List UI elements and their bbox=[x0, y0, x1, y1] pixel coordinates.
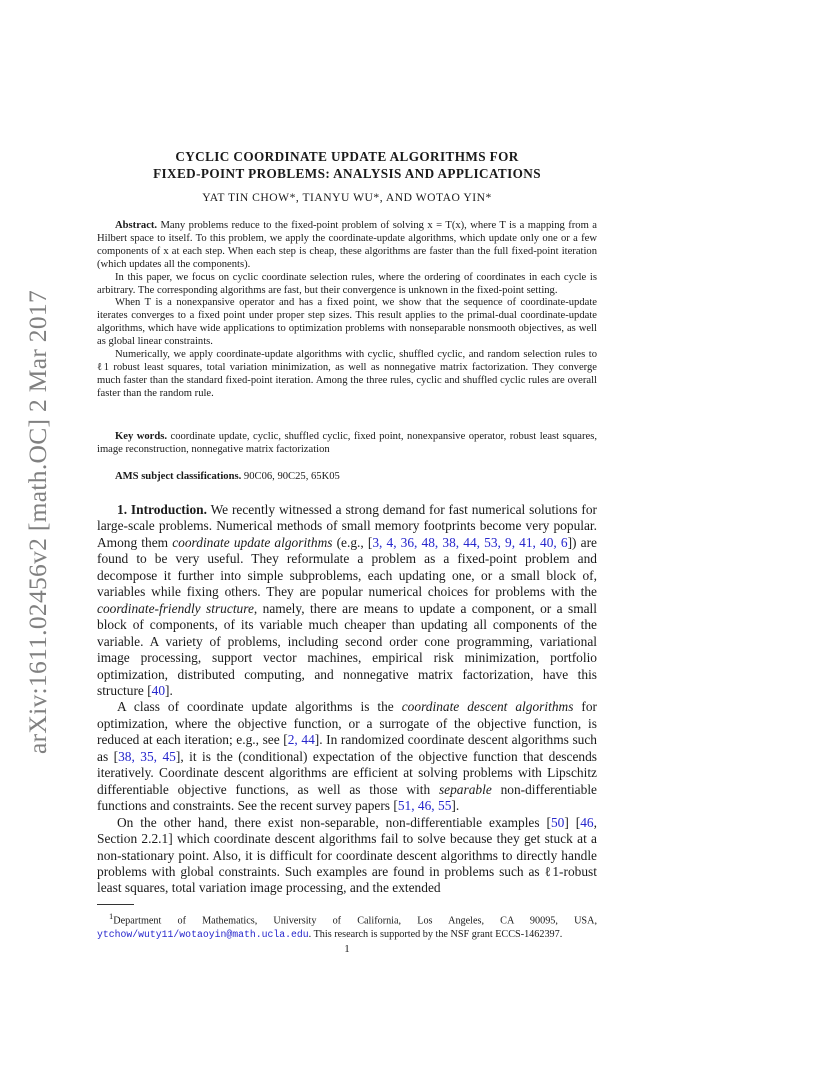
intro-text: We recently witnessed a strong demand for fast numerical solutions for large-scale problems. Numerical methods of small memory footprints become very popular. Among them bbox=[97, 502, 597, 550]
arxiv-sidebar bbox=[18, 268, 58, 776]
citation-link[interactable]: 40 bbox=[151, 682, 166, 698]
intro-text: ]) are found to be very useful. They reformulate a problem as a fixed-point problem and decompose it further into simple subproblems, each updating one, or a small block of, variables while fixing others. They are popular numerical choices for problems with the bbox=[97, 534, 597, 600]
intro-paragraph-2 bbox=[97, 699, 597, 814]
footnote-mark: 1 bbox=[109, 911, 114, 921]
abstract bbox=[97, 220, 597, 401]
footnote-text: Department of Mathematics, University of California, Los Angeles, CA 90095, USA, bbox=[113, 915, 597, 927]
ams-classifications bbox=[115, 471, 340, 482]
intro-text: ]. bbox=[165, 682, 173, 698]
email-link[interactable]: ytchow/wuty11/wotaoyin@math.ucla.edu bbox=[97, 928, 309, 940]
intro-paragraph-1 bbox=[97, 502, 597, 699]
keywords bbox=[97, 430, 597, 456]
citation-link[interactable]: 51, 46, 55 bbox=[397, 798, 452, 814]
intro-text: (e.g., [ bbox=[332, 534, 373, 550]
intro-text: , namely, there are means to update a component, or a small block of components, of its variable much cheaper than updating all components of the variable. A variety of problems, including second order cone programming, variational image processing, support vector machines, empirical risk minimization, portfolio optimization, distributed computing, and nonnegative matrix factorization, have this structure [ bbox=[97, 600, 597, 698]
emphasis-text: coordinate descent algorithms bbox=[401, 699, 574, 715]
emphasis-text: separable bbox=[438, 781, 492, 797]
emphasis-text: coordinate update algorithms bbox=[172, 534, 333, 550]
intro-text: ] [ bbox=[564, 814, 581, 830]
author-list: YAT TIN CHOW*, TIANYU WU*, AND WOTAO YIN* bbox=[202, 191, 492, 204]
intro-text: A class of coordinate update algorithms is the bbox=[117, 699, 402, 715]
page-number: 1 bbox=[344, 943, 350, 955]
citation-link[interactable]: 46 bbox=[580, 814, 594, 830]
abstract-text-1: Many problems reduce to the fixed-point problem of solving x = T(x), where T is a mapping from a Hilbert space to itself. To this problem, we apply the coordinate-update algorithms, which update only one or a few components of x at each step. When each step is cheap, these algorithms are faster than the full fixed-point iteration (which updates all the components). bbox=[97, 220, 597, 270]
footnote-rule bbox=[97, 904, 134, 905]
citation-link[interactable]: 38, 35, 45 bbox=[118, 748, 176, 764]
abstract-paragraph-2: In this paper, we focus on cyclic coordinate selection rules, where the ordering of coordinates in each cycle is arbitrary. The corresponding algorithms are fast, but their convergence is unknown in the fixed-point setting. bbox=[97, 271, 597, 296]
intro-text: ]. In randomized coordinate descent algorithms such as [ bbox=[97, 732, 597, 764]
intro-text: ]. bbox=[451, 798, 460, 814]
intro-text: non-differentiable functions and constraints. See the recent survey papers [ bbox=[97, 781, 597, 814]
paper-title-line-1: CYCLIC COORDINATE UPDATE ALGORITHMS FOR bbox=[175, 149, 519, 164]
ams-codes: 90C06, 90C25, 65K05 bbox=[243, 471, 340, 482]
intro-text: , Section 2.2.1] which coordinate descent algorithms fail to solve because they get stuck at a non-stationary point. Also, it is difficult for coordinate descent algorithms to directly handle problems with global constraints. Such examples are found in problems such as ℓ1-robust least squares, total variation image processing, and the extended bbox=[97, 814, 597, 896]
paper-title-line-2: FIXED-POINT PROBLEMS: ANALYSIS AND APPLICATIONS bbox=[153, 166, 541, 181]
section-heading: 1. Introduction. bbox=[117, 502, 207, 517]
keywords-label: Key words. bbox=[115, 431, 168, 442]
citation-link[interactable]: 2, 44 bbox=[287, 732, 315, 748]
abstract-paragraph-3: When T is a nonexpansive operator and has a fixed point, we show that the sequence of coordinate-update iterates converges to a fixed point under proper step sizes. This result applies to the primal-dual coordinate-update algorithms, which have wide applications to optimization problems with nonseparable nonsmooth objectives, as well as global linear constraints. bbox=[97, 297, 597, 348]
footnote bbox=[97, 910, 597, 941]
emphasis-text: coordinate-friendly structure bbox=[97, 600, 254, 616]
abstract-paragraph-4: Numerically, we apply coordinate-update algorithms with cyclic, shuffled cyclic, and random selection rules to ℓ1 robust least squares, total variation minimization, as well as nonnegative matrix factorization. They converge much faster than the standard fixed-point iteration. Among the three rules, cyclic and shuffled cyclic rules are overall faster than the random rule. bbox=[97, 349, 597, 399]
intro-text: ], it is the (conditional) expectation of the objective function that descends iteratively. Coordinate descent algorithms are efficient at solving problems with Lipschitz differentiable objective functions, as well as those with bbox=[97, 748, 598, 797]
intro-text: for optimization, where the objective function, or a surrogate of the objective function, is reduced at each iteration; e.g., see [ bbox=[97, 699, 597, 748]
footnote-text: . This research is supported by the NSF grant ECCS-1462397. bbox=[308, 928, 563, 940]
intro-text: On the other hand, there exist non-separable, non-differentiable examples [ bbox=[117, 814, 551, 830]
abstract-paragraph-1 bbox=[97, 220, 597, 272]
keywords-text: coordinate update, cyclic, shuffled cyclic, fixed point, nonexpansive operator, robust least squares, image reconstruction, nonnegative matrix factorization bbox=[97, 431, 598, 456]
citation-link[interactable]: 50 bbox=[550, 814, 565, 830]
abstract-label: Abstract. bbox=[115, 220, 158, 231]
intro-paragraph-3 bbox=[97, 815, 597, 897]
ams-label: AMS subject classifications. bbox=[115, 471, 242, 482]
citation-link[interactable]: 3, 4, 36, 48, 38, 44, 53, 9, 41, 40, 6 bbox=[372, 534, 568, 550]
introduction-section bbox=[97, 502, 597, 897]
arxiv-identifier: arXiv:1611.02456v2 [math.OC] 2 Mar 2017 bbox=[23, 289, 52, 755]
